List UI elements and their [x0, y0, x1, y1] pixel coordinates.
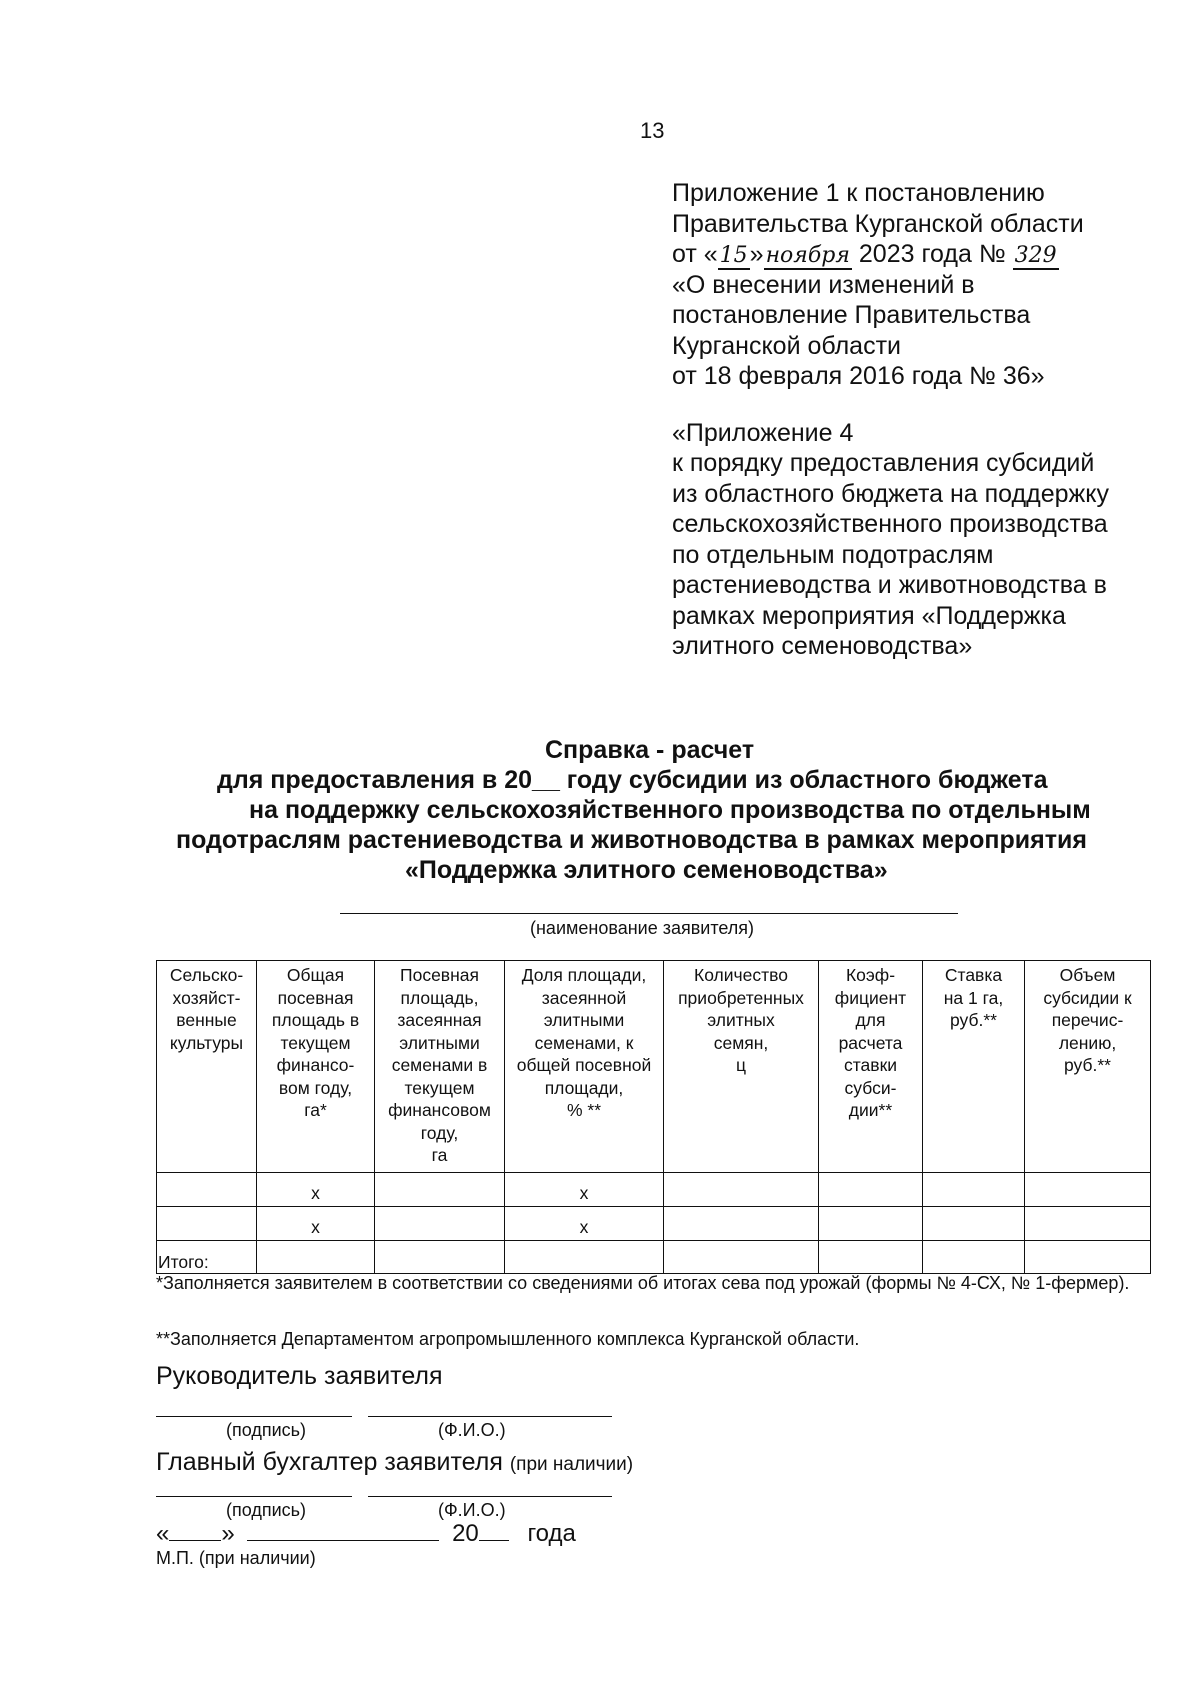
- table-cell: [157, 1173, 257, 1207]
- table-row: [157, 1207, 1151, 1241]
- date-line: [156, 1518, 576, 1548]
- column-header-text: Общая посевная площадь в текущем финансо- вом году, га*: [271, 965, 360, 1120]
- table-cell: [257, 1241, 375, 1274]
- appendix-line: постановление Правительства: [672, 301, 1031, 329]
- accountant-name-line: [368, 1496, 612, 1497]
- footnote-department: **Заполняется Департаментом агропромышленного комплекса Курганской области.: [156, 1329, 860, 1349]
- table-cell: х: [505, 1207, 664, 1241]
- table-cell: [664, 1241, 819, 1274]
- table-cell: [923, 1241, 1025, 1274]
- page-number: 13: [640, 118, 665, 143]
- table-total-row: [157, 1241, 1151, 1274]
- applicant-caption: (наименование заявителя): [530, 918, 755, 938]
- column-header: [664, 961, 819, 1173]
- table-header-row: [157, 961, 1151, 1173]
- column-header: [923, 961, 1025, 1173]
- appendix-line: «О внесении изменений в: [672, 270, 975, 299]
- table-cell: [505, 1241, 664, 1274]
- handwritten-day: 15: [719, 243, 748, 268]
- head-name-line: [368, 1416, 612, 1417]
- appendix4-line: по отдельным подотраслям: [672, 540, 994, 569]
- appendix-line: Приложение 1 к постановлению: [672, 179, 1045, 207]
- table-cell: [157, 1207, 257, 1241]
- date-suffix: 2023 года №: [851, 240, 1013, 268]
- year-blank: [479, 1518, 509, 1541]
- applicant-name-line: [340, 913, 958, 914]
- column-header: [157, 961, 257, 1173]
- table-cell: [1025, 1207, 1151, 1241]
- column-header: [375, 961, 505, 1173]
- day-blank: [169, 1518, 221, 1541]
- title-line: подотраслям растениеводства и животноводства в рамках мероприятия: [176, 826, 1087, 854]
- appendix4-line: «Приложение 4: [672, 418, 854, 447]
- column-header-text: Ставка на 1 га, руб.**: [943, 965, 1004, 1030]
- table-cell: [375, 1207, 505, 1241]
- handwritten-month: ноября: [765, 243, 850, 268]
- name-caption: (Ф.И.О.): [438, 1500, 506, 1520]
- table-cell: [923, 1207, 1025, 1241]
- name-caption: (Ф.И.О.): [438, 1420, 506, 1440]
- table-row: [157, 1173, 1151, 1207]
- appendix4-line: к порядку предоставления субсидий: [672, 449, 1095, 477]
- title-line: на поддержку сельскохозяйственного производства по отдельным: [249, 796, 1091, 824]
- table-cell: [664, 1207, 819, 1241]
- total-label: Итого:: [157, 1241, 257, 1274]
- table-cell: [375, 1173, 505, 1207]
- appendix4-line: рамках мероприятия «Поддержка: [672, 601, 1066, 630]
- footnote-applicant: *Заполняется заявителем в соответствии со сведениями об итогах сева под урожай (формы № 4-СХ, № 1-фермер).: [156, 1273, 1130, 1293]
- appendix4-line: сельскохозяйственного производства: [672, 510, 1108, 538]
- accountant-title: [156, 1448, 633, 1477]
- month-blank: [247, 1518, 439, 1541]
- table-cell: х: [505, 1173, 664, 1207]
- column-header-text: Объем субсидии к перечис- лению, руб.**: [1043, 965, 1132, 1075]
- table-cell: [1025, 1241, 1151, 1274]
- title-line: Справка - расчет: [545, 736, 755, 764]
- table-cell: [375, 1241, 505, 1274]
- stamp-note: М.П. (при наличии): [156, 1548, 316, 1568]
- title-line: для предоставления в 20__ году субсидии из областного бюджета: [217, 766, 1048, 794]
- appendix-line: Правительства Курганской области: [672, 209, 1084, 238]
- signature-caption: (подпись): [226, 1420, 307, 1440]
- document-title: [140, 735, 1140, 885]
- head-signature-line: [156, 1416, 352, 1417]
- table-cell: [819, 1207, 923, 1241]
- appendix-line: от 18 февраля 2016 года № 36»: [672, 362, 1045, 390]
- column-header-text: Сельско- хозяйст- венные культуры: [169, 965, 244, 1053]
- table-cell: х: [257, 1173, 375, 1207]
- appendix-line: Курганской области: [672, 331, 902, 360]
- column-header: [819, 961, 923, 1173]
- signature-caption: (подпись): [226, 1500, 307, 1520]
- column-header-text: Количество приобретенных элитных семян, ц: [678, 965, 804, 1075]
- table-cell: [819, 1173, 923, 1207]
- accountant-signature-line: [156, 1496, 352, 1497]
- appendix4-line: растениеводства и животноводства в: [672, 571, 1107, 599]
- table-cell: [923, 1173, 1025, 1207]
- date-prefix: от «: [672, 240, 718, 268]
- calculation-table: [156, 960, 1151, 1274]
- column-header-text: Посевная площадь, засеянная элитными семенами в текущем финансовом году, га: [388, 965, 491, 1165]
- column-header-text: Доля площади, засеянной элитными семенами, к общей посевной площади, % **: [516, 965, 652, 1120]
- table-cell: х: [257, 1207, 375, 1241]
- table-cell: [1025, 1173, 1151, 1207]
- column-header-text: Коэф- фициент для расчета ставки субси- дии**: [834, 965, 907, 1120]
- appendix-header: [672, 178, 1172, 662]
- appendix4-line: из областного бюджета на поддержку: [672, 479, 1109, 508]
- handwritten-number: 329: [1014, 243, 1057, 268]
- title-line: «Поддержка элитного семеноводства»: [405, 856, 888, 884]
- year-prefix: 20: [452, 1520, 479, 1547]
- column-header: [505, 961, 664, 1173]
- date-open-quote: «: [156, 1520, 170, 1547]
- table-cell: [819, 1241, 923, 1274]
- appendix4-line: элитного семеноводства»: [672, 632, 973, 660]
- table-cell: [664, 1173, 819, 1207]
- accountant-note: (при наличии): [509, 1454, 634, 1475]
- year-suffix: года: [527, 1520, 576, 1547]
- date-mid: »: [749, 240, 764, 268]
- accountant-title-text: Главный бухгалтер заявителя: [156, 1448, 503, 1476]
- column-header: [1025, 961, 1151, 1173]
- decree-date-line: [672, 239, 1172, 270]
- column-header: [257, 961, 375, 1173]
- date-close-quote: »: [221, 1520, 235, 1547]
- head-title: Руководитель заявителя: [156, 1362, 443, 1390]
